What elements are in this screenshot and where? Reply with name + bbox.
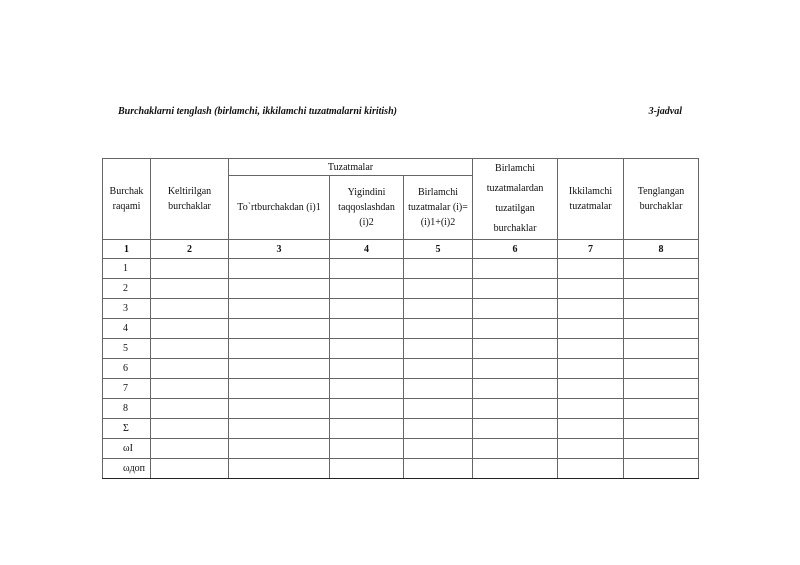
empty-cell <box>151 379 229 399</box>
row-label: ωдоп <box>103 459 151 479</box>
empty-cell <box>330 379 404 399</box>
empty-cell <box>558 439 624 459</box>
empty-cell <box>229 319 330 339</box>
empty-cell <box>404 319 473 339</box>
empty-cell <box>330 339 404 359</box>
empty-cell <box>330 459 404 479</box>
empty-cell <box>473 399 558 419</box>
empty-cell <box>473 419 558 439</box>
header-tortburchakdan: To`rtburchakdan (i)1 <box>229 176 330 240</box>
row-label: 8 <box>103 399 151 419</box>
header-tenglangan-burchaklar: Tenglangan burchaklar <box>624 159 699 240</box>
row-label: 2 <box>103 279 151 299</box>
row-label: ωI <box>103 439 151 459</box>
empty-cell <box>404 439 473 459</box>
column-number: 2 <box>151 240 229 259</box>
empty-cell <box>404 279 473 299</box>
empty-cell <box>624 339 699 359</box>
empty-cell <box>229 299 330 319</box>
empty-cell <box>558 259 624 279</box>
empty-cell <box>558 279 624 299</box>
empty-cell <box>404 419 473 439</box>
empty-cell <box>330 319 404 339</box>
header-yigindini: Yigindini taqqoslashdan (i)2 <box>330 176 404 240</box>
row-label: 1 <box>103 259 151 279</box>
column-number: 1 <box>103 240 151 259</box>
row-label: Σ <box>103 419 151 439</box>
empty-cell <box>404 339 473 359</box>
empty-cell <box>229 399 330 419</box>
empty-cell <box>229 359 330 379</box>
table-row <box>103 259 699 279</box>
empty-cell <box>330 419 404 439</box>
empty-cell <box>229 419 330 439</box>
empty-cell <box>624 359 699 379</box>
empty-cell <box>624 279 699 299</box>
row-label: 7 <box>103 379 151 399</box>
empty-cell <box>404 399 473 419</box>
angle-adjustment-table <box>102 158 699 479</box>
column-number: 7 <box>558 240 624 259</box>
empty-cell <box>558 419 624 439</box>
empty-cell <box>330 399 404 419</box>
empty-cell <box>151 459 229 479</box>
table-row <box>103 359 699 379</box>
header-birlamchi-tuzatilgan: Birlamchi tuzatmalardan tuzatilgan burchaklar <box>473 159 558 240</box>
empty-cell <box>330 259 404 279</box>
empty-cell <box>624 319 699 339</box>
column-number: 6 <box>473 240 558 259</box>
empty-cell <box>151 339 229 359</box>
empty-cell <box>558 319 624 339</box>
empty-cell <box>624 259 699 279</box>
table-row <box>103 379 699 399</box>
empty-cell <box>624 299 699 319</box>
empty-cell <box>558 359 624 379</box>
empty-cell <box>624 379 699 399</box>
empty-cell <box>229 439 330 459</box>
empty-cell <box>151 319 229 339</box>
table-row <box>103 399 699 419</box>
empty-cell <box>558 459 624 479</box>
empty-cell <box>151 299 229 319</box>
table-body <box>103 259 699 479</box>
empty-cell <box>404 379 473 399</box>
column-number: 8 <box>624 240 699 259</box>
table-row <box>103 439 699 459</box>
empty-cell <box>404 299 473 319</box>
empty-cell <box>404 259 473 279</box>
table-row <box>103 339 699 359</box>
column-number: 3 <box>229 240 330 259</box>
empty-cell <box>473 459 558 479</box>
table-row <box>103 319 699 339</box>
empty-cell <box>473 359 558 379</box>
empty-cell <box>473 379 558 399</box>
empty-cell <box>330 439 404 459</box>
empty-cell <box>473 319 558 339</box>
empty-cell <box>151 279 229 299</box>
row-label: 3 <box>103 299 151 319</box>
empty-cell <box>229 259 330 279</box>
empty-cell <box>229 379 330 399</box>
empty-cell <box>473 439 558 459</box>
empty-cell <box>473 259 558 279</box>
table-number: 3-jadval <box>648 106 682 117</box>
empty-cell <box>330 359 404 379</box>
empty-cell <box>624 399 699 419</box>
header-burchak-raqami: Burchak raqami <box>103 159 151 240</box>
empty-cell <box>229 339 330 359</box>
empty-cell <box>330 279 404 299</box>
table-row <box>103 299 699 319</box>
empty-cell <box>404 459 473 479</box>
header-tuzatmalar: Tuzatmalar <box>229 159 473 176</box>
column-number: 5 <box>404 240 473 259</box>
header-keltirilgan-burchaklar: Keltirilgan burchaklar <box>151 159 229 240</box>
empty-cell <box>558 399 624 419</box>
empty-cell <box>558 299 624 319</box>
column-number: 4 <box>330 240 404 259</box>
empty-cell <box>151 439 229 459</box>
empty-cell <box>151 419 229 439</box>
empty-cell <box>151 399 229 419</box>
table-title: Burchaklarni tenglash (birlamchi, ikkilamchi tuzatmalarni kiritish) <box>118 106 397 117</box>
empty-cell <box>558 379 624 399</box>
row-label: 6 <box>103 359 151 379</box>
empty-cell <box>558 339 624 359</box>
empty-cell <box>624 459 699 479</box>
header-ikkilamchi-tuzatmalar: Ikkilamchi tuzatmalar <box>558 159 624 240</box>
header-birlamchi-tuzatmalar: Birlamchi tuzatmalar (i)=(i)1+(i)2 <box>404 176 473 240</box>
empty-cell <box>473 279 558 299</box>
empty-cell <box>151 359 229 379</box>
row-label: 5 <box>103 339 151 359</box>
empty-cell <box>151 259 229 279</box>
empty-cell <box>229 279 330 299</box>
table-row <box>103 419 699 439</box>
empty-cell <box>624 419 699 439</box>
empty-cell <box>330 299 404 319</box>
table-row <box>103 279 699 299</box>
empty-cell <box>404 359 473 379</box>
empty-cell <box>229 459 330 479</box>
empty-cell <box>473 299 558 319</box>
empty-cell <box>473 339 558 359</box>
row-label: 4 <box>103 319 151 339</box>
empty-cell <box>624 439 699 459</box>
table-row <box>103 459 699 479</box>
